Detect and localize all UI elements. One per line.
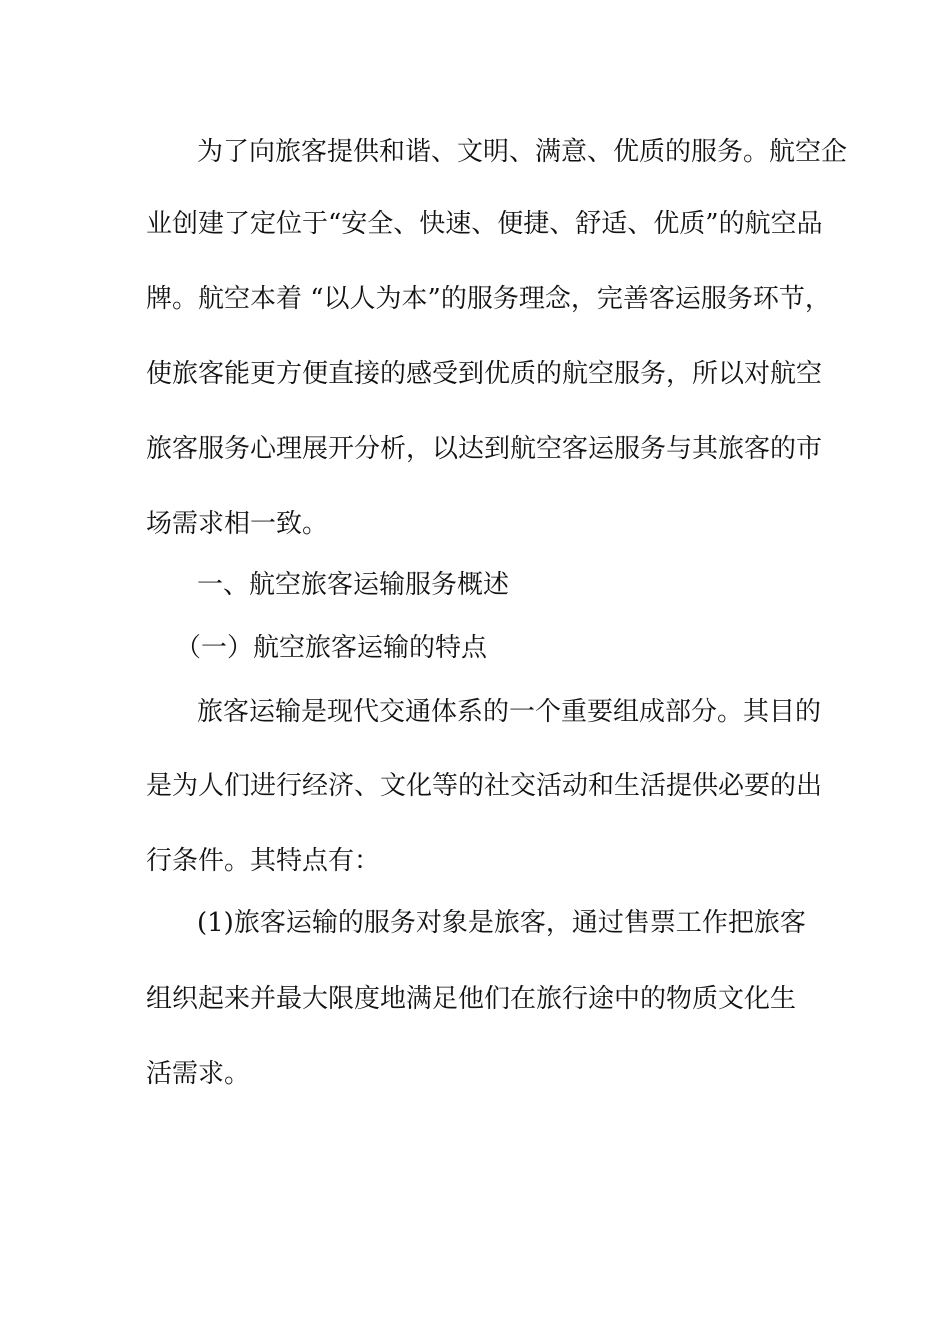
paragraph-1-line-1: 为了向旅客提供和谐、文明、满意、优质的服务。航空企 (197, 137, 848, 167)
section-heading: 一、航空旅客运输服务概述 (197, 570, 510, 600)
paragraph-1-line-3: 牌。航空本着 “以人为本”的服务理念，完善客运服务环节， (146, 284, 831, 314)
paragraph-1-line-6: 场需求相一致。 (146, 509, 329, 539)
paragraph-3-line-1: (1)旅客运输的服务对象是旅客，通过售票工作把旅客 (197, 908, 806, 938)
paragraph-2-line-2: 是为人们进行经济、文化等的社交活动和生活提供必要的出 (146, 771, 823, 801)
paragraph-1-line-5: 旅客服务心理展开分析，以达到航空客运服务与其旅客的市 (146, 434, 823, 464)
paragraph-2-line-3: 行条件。其特点有： (146, 846, 381, 876)
paragraph-3-line-2: 组织起来并最大限度地满足他们在旅行途中的物质文化生 (146, 984, 797, 1014)
paragraph-1-line-4: 使旅客能更方便直接的感受到优质的航空服务，所以对航空 (146, 359, 823, 389)
paragraph-3-line-3: 活需求。 (146, 1059, 251, 1089)
paragraph-2-line-1: 旅客运输是现代交通体系的一个重要组成部分。其目的 (197, 697, 822, 727)
paragraph-1-line-2: 业创建了定位于“安全、快速、便捷、舒适、优质”的航空品 (146, 209, 823, 239)
subsection-heading: （一）航空旅客运输的特点 (175, 633, 488, 663)
